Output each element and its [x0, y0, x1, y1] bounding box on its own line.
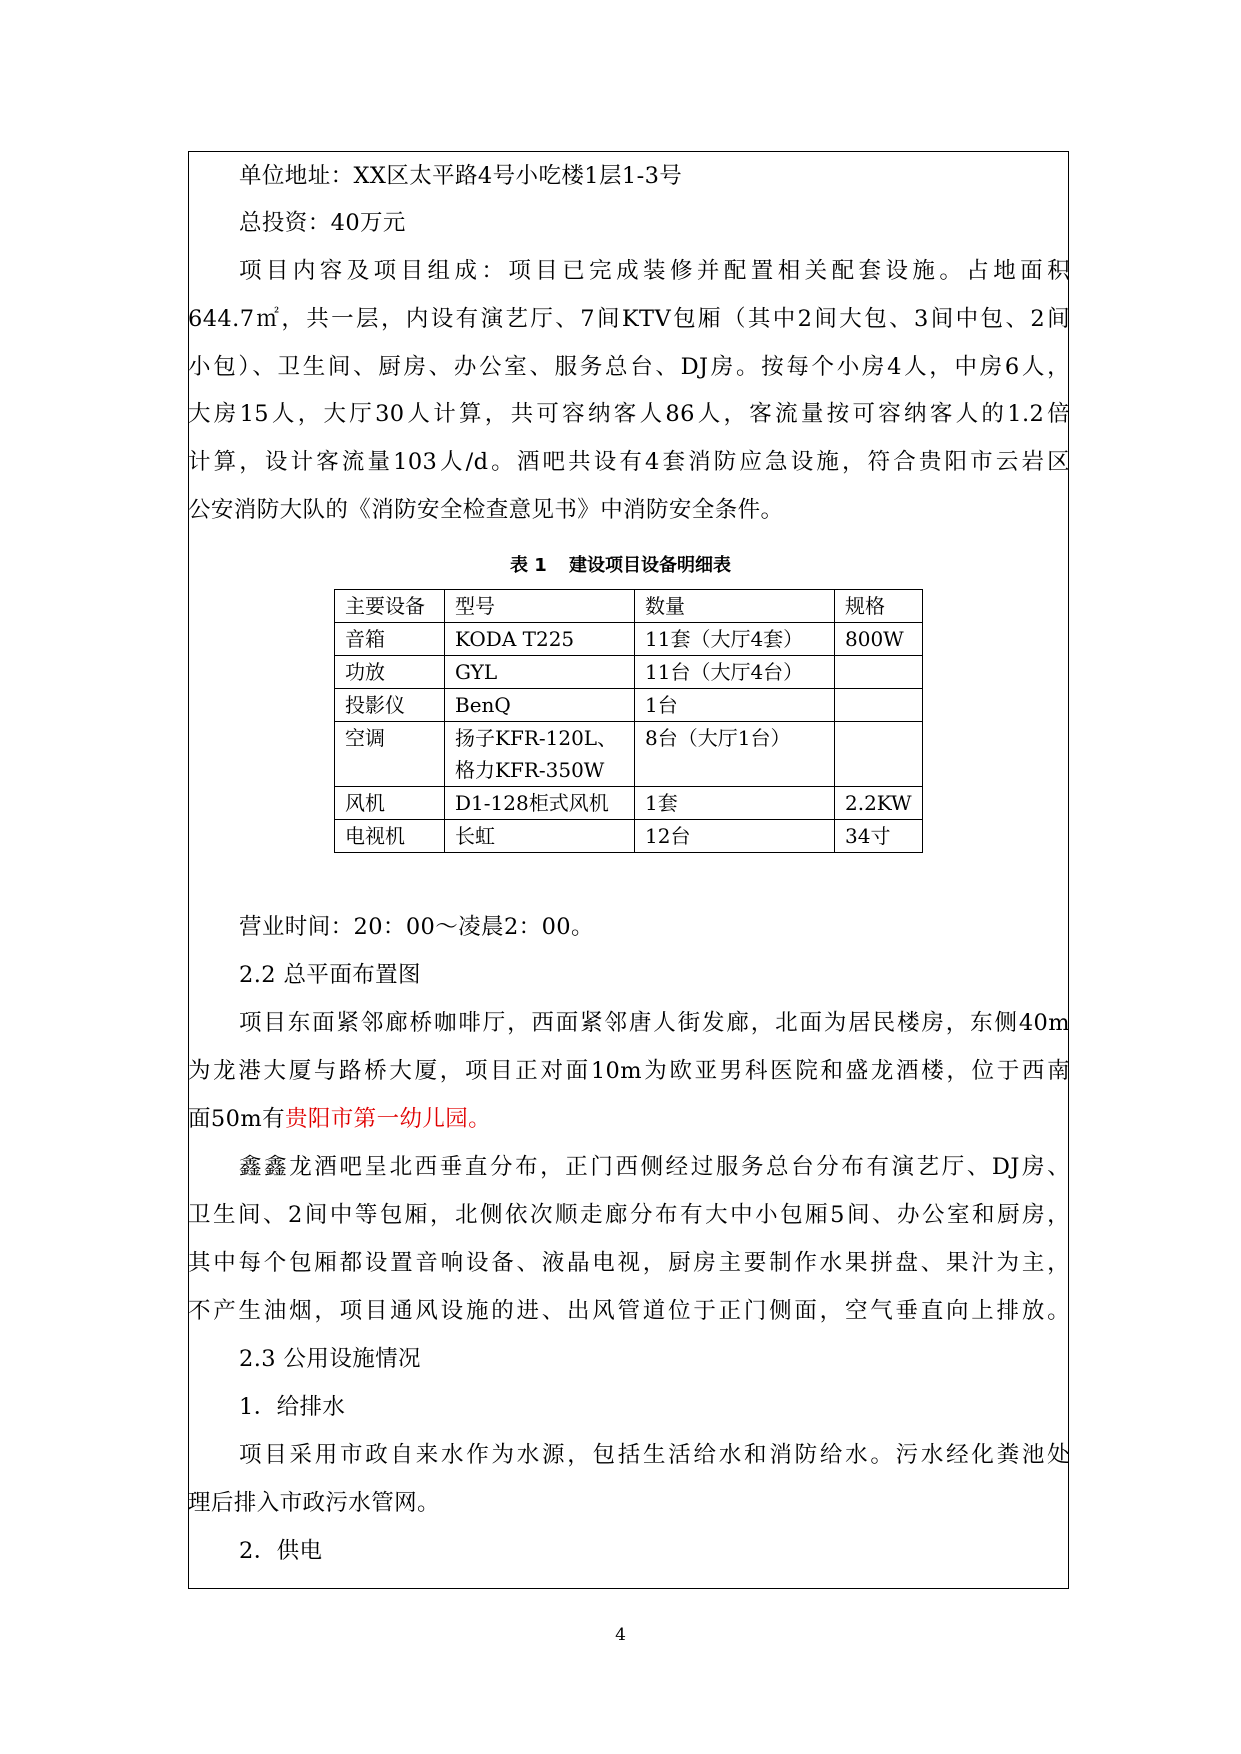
section-2-2-heading: 2.2 总平面布置图 — [239, 962, 421, 988]
table-cell: 34寸 — [835, 820, 923, 853]
layout-line: 卫生间、2间中等包厢，北侧依次顺走廊分布有大中小包厢5间、办公室和厨房， — [188, 1202, 1070, 1228]
aircon-model-line2: 格力KFR-350W — [455, 758, 605, 782]
table-header-cell: 型号 — [445, 590, 635, 623]
table-row — [335, 656, 923, 689]
layout-line: 不产生油烟，项目通风设施的进、出风管道位于正门侧面，空气垂直向上排放。 — [188, 1298, 1070, 1324]
table-header-row — [335, 590, 923, 623]
table-caption-number: 表 1 — [509, 555, 547, 576]
table-cell: KODA T225 — [445, 623, 635, 656]
table-cell: 800W — [835, 623, 923, 656]
content-line: 公安消防大队的《消防安全检查意见书》中消防安全条件。 — [188, 497, 784, 523]
table-cell: 电视机 — [335, 820, 445, 853]
aircon-model-line1: 扬子KFR-120L、 — [455, 726, 618, 750]
equipment-table — [334, 589, 923, 853]
water-line: 项目采用市政自来水作为水源，包括生活给水和消防给水。污水经化粪池处 — [239, 1442, 1070, 1468]
page-number: 4 — [615, 1625, 626, 1645]
table-cell — [835, 722, 923, 787]
table-row — [335, 787, 923, 820]
table-cell — [835, 656, 923, 689]
content-line: 大房15人，大厅30人计算，共可容纳客人86人，客流量按可容纳客人的1.2倍 — [188, 401, 1070, 427]
table-cell: 12台 — [635, 820, 835, 853]
layout-line: 为龙港大厦与路桥大厦，项目正对面10m为欧亚男科医院和盛龙酒楼，位于西南 — [188, 1058, 1070, 1084]
table-cell: 风机 — [335, 787, 445, 820]
table-cell: 2.2KW — [835, 787, 923, 820]
table-cell: 投影仪 — [335, 689, 445, 722]
investment-line: 总投资：40万元 — [239, 210, 406, 236]
table-cell: 1套 — [635, 787, 835, 820]
table-cell: 音箱 — [335, 623, 445, 656]
table-header-cell: 主要设备 — [335, 590, 445, 623]
table-cell: 11台（大厅4台） — [635, 656, 835, 689]
table-caption — [0, 548, 1241, 584]
table-cell — [835, 689, 923, 722]
table-cell: 8台（大厅1台） — [635, 722, 835, 787]
table-cell: BenQ — [445, 689, 635, 722]
table-header-cell: 数量 — [635, 590, 835, 623]
table-row — [335, 623, 923, 656]
subsection-power-heading: 2．供电 — [239, 1538, 323, 1564]
table-caption-title: 建设项目设备明细表 — [569, 555, 732, 576]
table-row — [335, 820, 923, 853]
business-hours-line: 营业时间：20：00～凌晨2：00。 — [239, 914, 594, 940]
table-header-cell: 规格 — [835, 590, 923, 623]
address-line: 单位地址：XX区太平路4号小吃楼1层1-3号 — [239, 163, 683, 189]
content-line: 小包）、卫生间、厨房、办公室、服务总台、DJ房。按每个小房4人，中房6人， — [188, 354, 1070, 380]
section-2-3-heading: 2.3 公用设施情况 — [239, 1346, 421, 1372]
subsection-water-heading: 1．给排水 — [239, 1394, 346, 1420]
content-line: 644.7㎡，共一层，内设有演艺厅、7间KTV包厢（其中2间大包、3间中包、2间 — [188, 306, 1070, 332]
table-cell: GYL — [445, 656, 635, 689]
table-cell: 长虹 — [445, 820, 635, 853]
table-cell: 空调 — [335, 722, 445, 787]
layout-line: 鑫鑫龙酒吧呈北西垂直分布，正门西侧经过服务总台分布有演艺厅、DJ房、 — [239, 1154, 1070, 1180]
content-line: 项目内容及项目组成：项目已完成装修并配置相关配套设施。占地面积 — [239, 258, 1070, 284]
content-line: 计算，设计客流量103人/d。酒吧共设有4套消防应急设施，符合贵阳市云岩区 — [188, 449, 1070, 475]
layout-line: 项目东面紧邻廊桥咖啡厅，西面紧邻唐人街发廊，北面为居民楼房，东侧40m — [239, 1010, 1070, 1036]
table-row — [335, 722, 923, 787]
table-cell: D1-128柜式风机 — [445, 787, 635, 820]
table-cell: 功放 — [335, 656, 445, 689]
water-line: 理后排入市政污水管网。 — [188, 1490, 440, 1516]
table-row — [335, 689, 923, 722]
kindergarten-highlight: 贵阳市第一幼儿园。 — [284, 1106, 492, 1132]
layout-line-text: 面50m有 — [188, 1106, 285, 1132]
layout-line: 其中每个包厢都设置音响设备、液晶电视，厨房主要制作水果拼盘、果汁为主， — [188, 1250, 1070, 1276]
table-cell: 1台 — [635, 689, 835, 722]
layout-line — [188, 1096, 1070, 1142]
table-cell — [445, 722, 635, 787]
table-cell: 11套（大厅4套） — [635, 623, 835, 656]
